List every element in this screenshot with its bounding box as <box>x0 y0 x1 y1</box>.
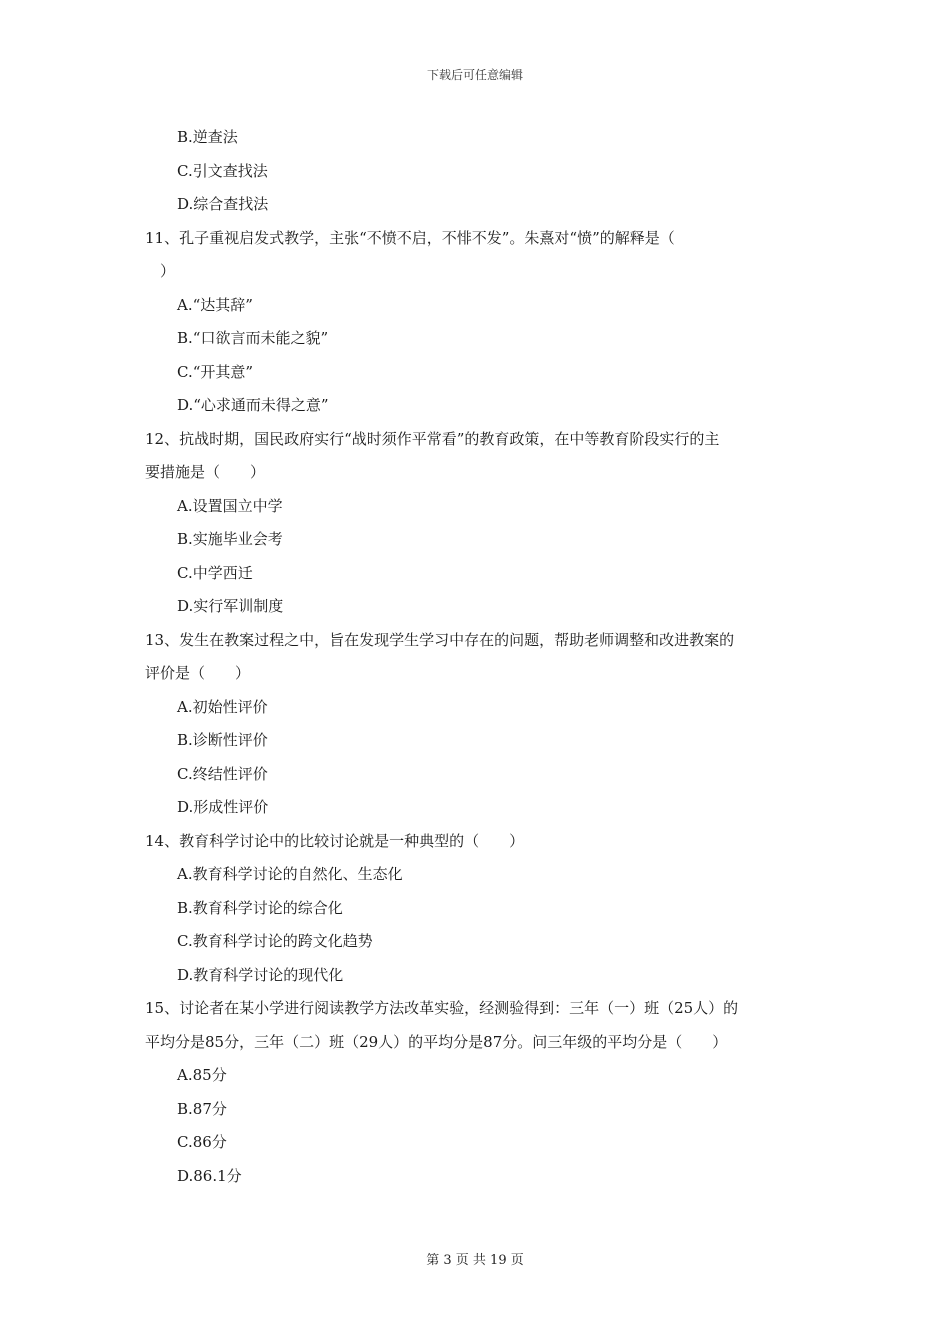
answer-option: C.“开其意” <box>177 362 254 381</box>
question-continuation: 平均分是85分，三年（二）班（29人）的平均分是87分。问三年级的平均分是（ ） <box>145 1032 728 1051</box>
answer-option: A.85分 <box>177 1066 227 1084</box>
answer-option: C.86分 <box>177 1133 227 1151</box>
answer-option: D.86.1分 <box>177 1166 242 1185</box>
question-text: 14、教育科学讨论中的比较讨论就是一种典型的（ ） <box>145 831 525 850</box>
answer-option: D.教育科学讨论的现代化 <box>177 965 344 984</box>
question-text: 11、孔子重视启发式教学，主张“不愤不启，不悱不发”。朱熹对“愤”的解释是（ <box>145 228 675 247</box>
question-text: 13、发生在教案过程之中，旨在发现学生学习中存在的问题，帮助老师调整和改进教案的 <box>145 630 735 649</box>
answer-option: C.教育科学讨论的跨文化趋势 <box>177 932 373 950</box>
question-continuation: 要措施是（ ） <box>145 463 266 481</box>
question-text: 12、抗战时期，国民政府实行“战时须作平常看”的教育政策，在中等教育阶段实行的主 <box>145 429 720 448</box>
answer-option: D.实行军训制度 <box>177 597 284 615</box>
answer-option: B.诊断性评价 <box>177 731 268 749</box>
question-list <box>0 121 950 1193</box>
question-continuation: ） <box>145 262 176 280</box>
question-text: 15、讨论者在某小学进行阅读教学方法改革实验，经测验得到：三年（一）班（25人）的 <box>145 999 739 1017</box>
answer-option: A.设置国立中学 <box>177 496 283 515</box>
answer-option: A.教育科学讨论的自然化、生态化 <box>177 865 403 883</box>
answer-option: B.实施毕业会考 <box>177 530 283 548</box>
answer-option: B.教育科学讨论的综合化 <box>177 898 343 917</box>
answer-option: B.“口欲言而未能之貌” <box>177 329 329 347</box>
answer-option: C.终结性评价 <box>177 764 268 783</box>
answer-option: D.形成性评价 <box>177 798 269 816</box>
answer-option: B.87分 <box>177 1099 227 1118</box>
answer-option: A.初始性评价 <box>177 697 268 716</box>
answer-option: D.“心求通而未得之意” <box>177 396 329 414</box>
answer-option: C.中学西迁 <box>177 563 253 582</box>
answer-option: C.引文查找法 <box>177 161 268 180</box>
page-header: 下载后可任意编辑 <box>426 68 523 82</box>
question-continuation: 评价是（ ） <box>145 664 251 682</box>
answer-option: A.“达其辞” <box>177 295 253 314</box>
answer-option: D.综合查找法 <box>177 195 269 213</box>
answer-option: B.逆查法 <box>177 128 238 146</box>
page-number: 第 3 页 共 19 页 <box>426 1253 524 1268</box>
